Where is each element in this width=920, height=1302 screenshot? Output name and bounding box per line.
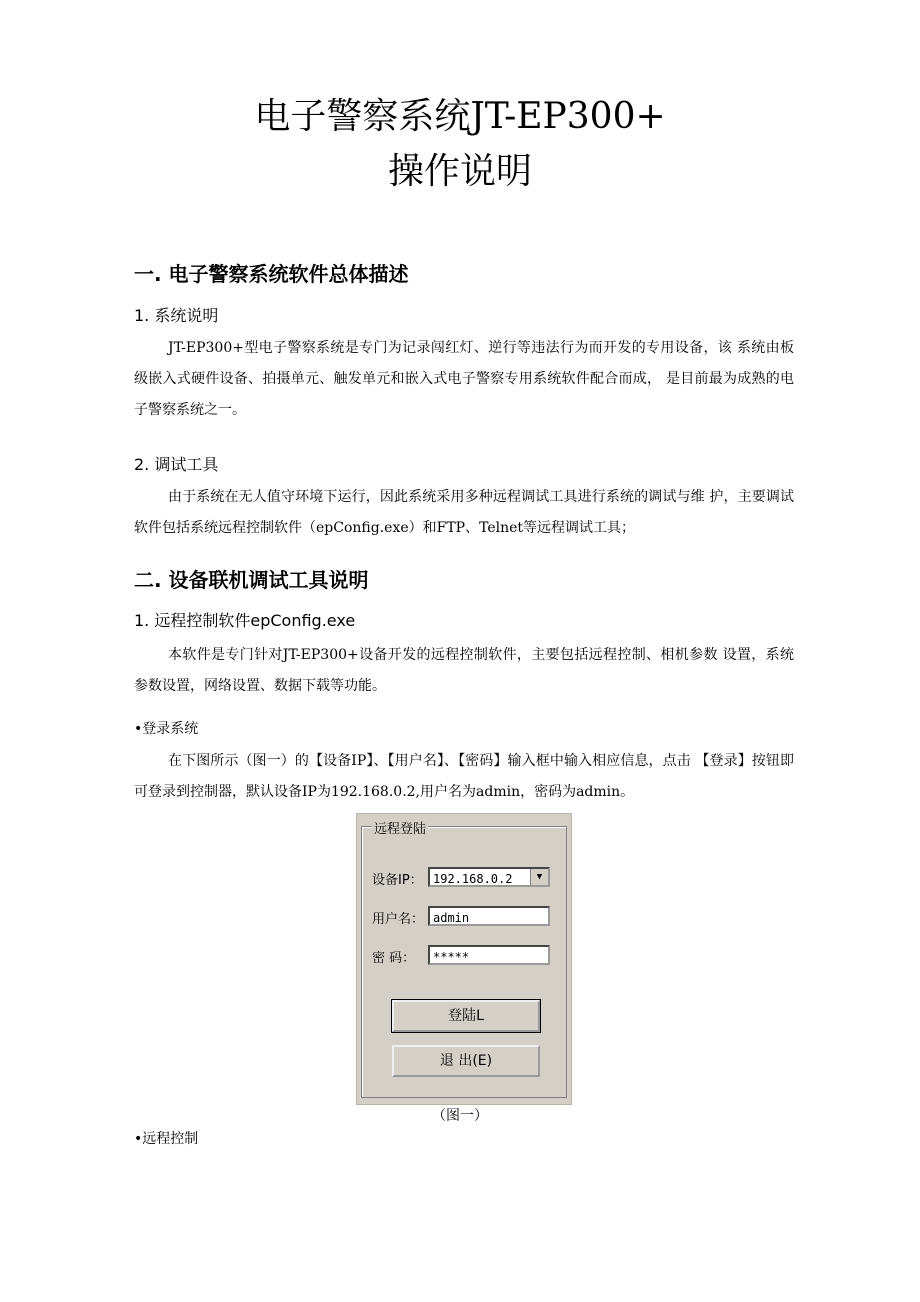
ip-label: 设备IP： — [372, 873, 423, 888]
chevron-down-icon[interactable]: ▼ — [530, 869, 548, 885]
remote-login-dialog — [356, 813, 572, 1105]
bullet-remote-control: •远程控制 — [134, 1131, 199, 1147]
section2-heading: 二. 设备联机调试工具说明 — [134, 568, 369, 592]
bullet-login-system: •登录系统 — [134, 721, 199, 737]
password-label: 密 码： — [372, 951, 416, 966]
section1-heading: 一. 电子警察系统软件总体描述 — [134, 262, 409, 286]
section1-sub1: 1. 系统说明 — [134, 306, 219, 325]
section2-para2: 在下图所示（图一）的【设备IP】、【用户名】、【密码】输入框中输入相应信息，点击 【登录】按钮即可登录到控制器，默认设备IP为192.168.0.2,用户名为admin，密码为admin。 — [134, 753, 794, 800]
username-input[interactable]: admin — [428, 906, 550, 926]
section1-sub2: 2. 调试工具 — [134, 455, 219, 474]
section1-para2: 由于系统在无人值守环境下运行，因此系统采用多种远程调试工具进行系统的调试与维 护，主要调试软件包括系统远程控制软件（epConfig.exe）和FTP、Telnet等远程调试工具； — [134, 489, 794, 536]
user-label: 用户名： — [372, 912, 425, 927]
doc-title-line1: 电子警察系统JT-EP300+ — [254, 96, 666, 137]
section1-para1: JT-EP300+型电子警察系统是专门为记录闯红灯、逆行等违法行为而开发的专用设备，该 系统由板级嵌入式硬件设备、拍摄单元、触发单元和嵌入式电子警察专用系统软件配合而成， 是目前最为成熟的电子警察系统之一。 — [134, 340, 794, 418]
exit-button[interactable]: 退 出(E) — [392, 1045, 540, 1077]
group-title: 远程登陆 — [372, 818, 428, 837]
ip-combobox[interactable] — [428, 867, 550, 887]
section2-sub1: 1. 远程控制软件epConfig.exe — [134, 611, 356, 630]
remote-login-group — [361, 822, 567, 1098]
login-button[interactable]: 登陆L — [392, 1000, 540, 1032]
figure-caption: （图一） — [432, 1108, 488, 1124]
section2-para1: 本软件是专门针对JT-EP300+设备开发的远程控制软件，主要包括远程控制、相机参数 设置，系统参数设置，网络设置、数据下载等功能。 — [134, 647, 794, 694]
doc-title-line2: 操作说明 — [387, 151, 532, 192]
password-input[interactable]: ***** — [428, 945, 550, 965]
ip-value: 192.168.0.2 — [433, 872, 513, 886]
